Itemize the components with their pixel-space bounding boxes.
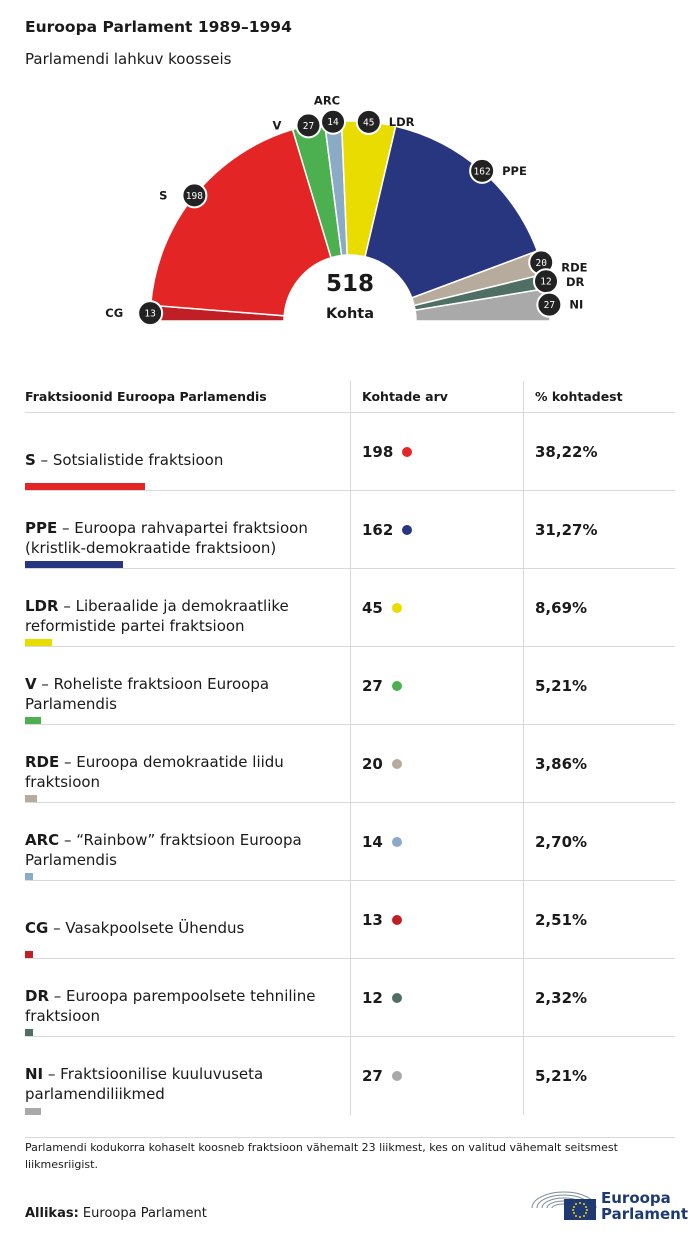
group-color-dot [402, 525, 412, 535]
group-color-dot [392, 993, 402, 1003]
group-label [25, 1064, 350, 1104]
col-header-seats: Kohtade arv [351, 381, 524, 413]
group-abbr: DR [25, 986, 50, 1005]
group-cell [25, 881, 351, 959]
group-abbr-label: CG [105, 306, 124, 321]
table-row [25, 803, 675, 881]
table-row [25, 881, 675, 959]
percent-value: 2,32% [524, 959, 676, 1037]
group-color-dot [392, 759, 402, 769]
group-label [25, 450, 350, 470]
group-color-dot [392, 1071, 402, 1081]
seat-count-text: 27 [302, 120, 315, 132]
seat-count-text: 20 [535, 257, 547, 269]
group-share-bar [25, 639, 52, 646]
group-cell [25, 647, 351, 725]
group-cell [25, 803, 351, 881]
group-label [25, 596, 350, 636]
source-value: Euroopa Parlament [78, 1206, 207, 1221]
table-row [25, 569, 675, 647]
group-abbr-label: ARC [313, 93, 341, 108]
group-label [25, 752, 350, 792]
seats-value: 27 [362, 1066, 383, 1085]
group-abbr: CG [25, 918, 49, 937]
seat-count-text: 27 [543, 300, 556, 312]
group-share-bar [25, 1029, 33, 1036]
group-abbr-label: NI [569, 297, 584, 312]
chart-subtitle: Parlamendi lahkuv koosseis [25, 50, 232, 68]
group-abbr-label: DR [566, 275, 585, 290]
group-color-dot [392, 603, 402, 613]
table-row [25, 1037, 675, 1115]
group-name: – “Rainbow” fraktsioon Euroopa Parlamendis [25, 830, 302, 869]
seat-count-text: 14 [327, 117, 339, 129]
source-line [25, 1206, 207, 1221]
slice-marker-ppe [470, 159, 527, 183]
group-color-dot [392, 681, 402, 691]
seats-cell [351, 569, 524, 647]
group-share-bar [25, 951, 33, 958]
table-row [25, 491, 675, 569]
group-name: – Euroopa rahvapartei fraktsioon (kristlik-demokraatide fraktsioon) [25, 518, 308, 557]
seat-count-text: 162 [473, 166, 491, 178]
slice-marker-cg [105, 301, 162, 325]
group-abbr: LDR [25, 596, 59, 615]
group-name: – Vasakpoolsete Ühendus [48, 918, 245, 937]
group-abbr: NI [25, 1064, 44, 1083]
group-color-dot [402, 447, 412, 457]
group-color-dot [392, 915, 402, 925]
group-name: – Euroopa parempoolsete tehniline fraktsioon [25, 986, 316, 1025]
slice-marker-rde [529, 250, 587, 274]
group-label [25, 518, 350, 558]
group-share-bar [25, 795, 37, 802]
group-name: – Roheliste fraktsioon Euroopa Parlamendis [25, 674, 270, 713]
group-cell [25, 491, 351, 569]
percent-value: 31,27% [524, 491, 676, 569]
group-label [25, 986, 350, 1026]
logo-wordmark [601, 1190, 688, 1222]
seats-value: 162 [362, 520, 394, 539]
seats-cell [351, 647, 524, 725]
slice-marker-ni [537, 293, 583, 317]
group-cell [25, 959, 351, 1037]
total-seats-label: Kohta [326, 306, 374, 322]
table-row [25, 959, 675, 1037]
group-abbr-label: S [159, 188, 168, 203]
logo-line-1: Euroopa [601, 1189, 671, 1207]
group-share-bar [25, 1108, 41, 1115]
group-label [25, 830, 350, 870]
seat-count-text: 45 [363, 117, 375, 129]
group-abbr-label: LDR [388, 114, 415, 129]
group-label [25, 674, 350, 714]
group-name: – Sotsialistide fraktsioon [35, 450, 224, 469]
group-cell [25, 569, 351, 647]
group-share-bar [25, 717, 41, 724]
col-header-percent: % kohtadest [524, 381, 676, 413]
footer-divider [25, 1137, 675, 1138]
group-label [25, 918, 350, 938]
seat-count-text: 12 [540, 276, 552, 288]
group-share-bar [25, 873, 33, 880]
seats-value: 198 [362, 442, 394, 461]
group-share-bar [25, 483, 145, 490]
seats-cell [351, 725, 524, 803]
group-abbr-label: PPE [502, 163, 527, 178]
seats-value: 14 [362, 832, 383, 851]
hemicycle-chart [0, 80, 700, 360]
group-cell [25, 1037, 351, 1115]
seats-cell [351, 1037, 524, 1115]
seats-cell [351, 881, 524, 959]
logo-line-2: Parlament [601, 1205, 689, 1223]
seats-value: 12 [362, 988, 383, 1007]
total-seats-value: 518 [325, 271, 375, 297]
seats-value: 45 [362, 598, 383, 617]
group-abbr: V [25, 674, 37, 693]
table-header-row [25, 381, 675, 413]
percent-value: 5,21% [524, 1037, 676, 1115]
slice-marker-s [159, 183, 206, 207]
seats-value: 13 [362, 910, 383, 929]
percent-value: 8,69% [524, 569, 676, 647]
group-name: – Fraktsioonilise kuuluvuseta parlamendiliikmed [25, 1064, 264, 1103]
group-abbr-label: V [272, 118, 282, 133]
percent-value: 5,21% [524, 647, 676, 725]
group-share-bar [25, 561, 123, 568]
seats-value: 27 [362, 676, 383, 695]
chart-title: Euroopa Parlament 1989–1994 [25, 18, 292, 36]
seat-count-text: 198 [185, 190, 203, 202]
table-row [25, 725, 675, 803]
seats-value: 20 [362, 754, 383, 773]
seat-count-text: 13 [144, 308, 156, 320]
group-abbr: RDE [25, 752, 60, 771]
col-header-group: Fraktsioonid Euroopa Parlamendis [25, 381, 351, 413]
group-abbr: ARC [25, 830, 60, 849]
seats-cell [351, 491, 524, 569]
percent-value: 38,22% [524, 413, 676, 491]
table-row [25, 413, 675, 491]
group-abbr-label: RDE [561, 260, 588, 275]
seats-cell [351, 959, 524, 1037]
table-row [25, 647, 675, 725]
seats-cell [351, 413, 524, 491]
percent-value: 2,70% [524, 803, 676, 881]
percent-value: 2,51% [524, 881, 676, 959]
source-label: Allikas: [25, 1206, 79, 1221]
group-abbr: S [25, 450, 36, 469]
group-color-dot [392, 837, 402, 847]
footnote: Parlamendi kodukorra kohaselt koosneb fraktsioon vähemalt 23 liikmest, kes on valitud vähemalt seitsmest liikmesriigist. [25, 1141, 618, 1171]
group-name: – Liberaalide ja demokraatlike reformistide partei fraktsioon [25, 596, 289, 635]
group-name: – Euroopa demokraatide liidu fraktsioon [25, 752, 284, 791]
group-cell [25, 725, 351, 803]
group-cell [25, 413, 351, 491]
seats-cell [351, 803, 524, 881]
groups-table [25, 381, 675, 1115]
group-abbr: PPE [25, 518, 58, 537]
percent-value: 3,86% [524, 725, 676, 803]
